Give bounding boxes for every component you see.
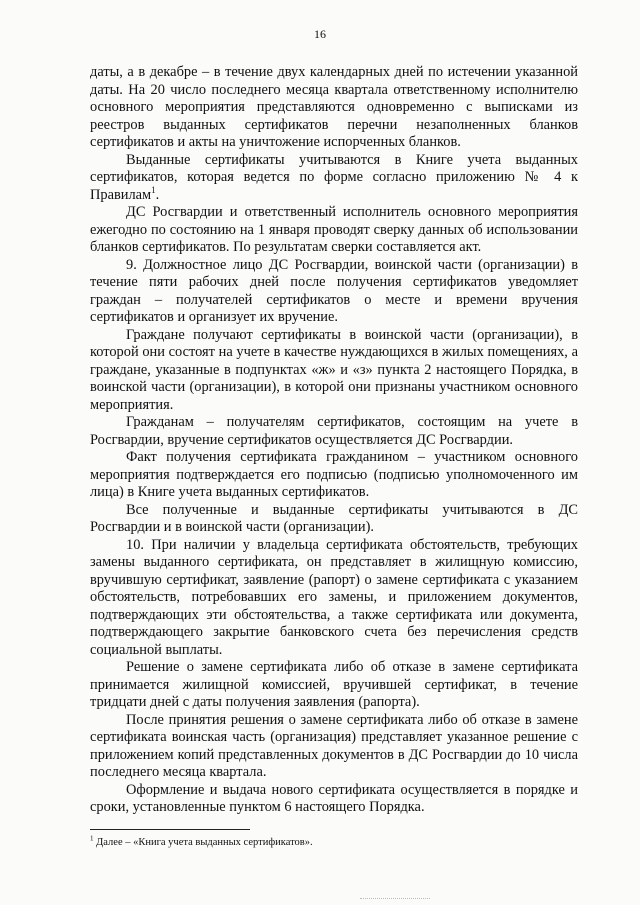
scan-artifact xyxy=(360,898,430,902)
paragraph-8: Все полученные и выданные сертификаты учитываются в ДС Росгвардии и в воинской части (организации). xyxy=(90,501,578,535)
paragraph-7: Факт получения сертификата гражданином – участником основного мероприятия подтверждается его подписью (подписью уполномоченного им лица) в Книге учета выданных сертификатов. xyxy=(90,449,578,500)
paragraph-2: Выданные сертификаты учитываются в Книге учета выданных сертификатов, которая ведется по форме согласно приложению № 4 к Правилам$^1$. xyxy=(90,151,578,203)
paragraph-1: даты, а в декабре – в течение двух календарных дней по истечении указанной даты. На 20 число последнего месяца квартала ответственному исполнителю основного мероприятия представляются одновременно с выписками из реестров выданных сертификатов перечни незаполненных бланков сертификатов и акты на уничтожение испорченных бланков. xyxy=(90,64,578,150)
footnote-reference: 1 xyxy=(151,184,156,195)
paragraph-10: Решение о замене сертификата либо об отказе в замене сертификата принимается жилищной комиссией, вручившей сертификат, в течение тридцати дней с даты получения заявления (рапорта). xyxy=(90,659,578,710)
footnote-text: Далее – «Книга учета выданных сертификатов». xyxy=(96,837,313,848)
paragraph-6: Гражданам – получателям сертификатов, состоящим на учете в Росгвардии, вручение сертификатов осуществляется ДС Росгвардии. xyxy=(90,414,578,448)
page-number: 16 xyxy=(314,27,326,41)
paragraph-3: ДС Росгвардии и ответственный исполнитель основного мероприятия ежегодно по состоянию на 1 января проводят сверку данных об использовании бланков сертификатов. По результатам сверки составляется акт. xyxy=(90,204,578,255)
paragraph-4: 9. Должностное лицо ДС Росгвардии, воинской части (организации) в течение пяти рабочих дней после получения сертификатов уведомляет граждан – получателей сертификатов о месте и времени вручения сертификатов и организует их вручение. xyxy=(90,256,578,325)
footnote-divider xyxy=(90,829,250,830)
footnote xyxy=(90,836,578,849)
document-body xyxy=(90,64,578,817)
paragraph-2-text: Выданные сертификаты учитываются в Книге учета выданных сертификатов, которая ведется по форме согласно приложению № 4 к Правилам xyxy=(90,151,578,203)
paragraph-12: Оформление и выдача нового сертификата осуществляется в порядке и сроки, установленные пунктом 6 настоящего Порядка. xyxy=(90,781,578,815)
paragraph-5: Граждане получают сертификаты в воинской части (организации), в которой они состоят на учете в качестве нуждающихся в жилых помещениях, а граждане, указанные в подпунктах «ж» и «з» пункта 2 настоящего Порядка, в воинской части (организации), в которой они признаны участником основного мероприятия. xyxy=(90,326,578,413)
paragraph-9: 10. При наличии у владельца сертификата обстоятельств, требующих замены выданного сертификата, он представляет в жилищную комиссию, вручившую сертификат, заявление (рапорт) о замене сертификата с указанием обстоятельств, потребовавших его замены, и приложением документов, подтверждающих эти обстоятельства, а также сертификата или документа, подтверждающего закрытие банковского счета без перечисления средств социальной выплаты. xyxy=(90,536,578,658)
footnote-marker: 1 xyxy=(90,834,94,843)
paragraph-11: После принятия решения о замене сертификата либо об отказе в замене сертификата воинская часть (организация) представляет указанное решение с приложением копий представленных документов в ДС Росгвардии до 10 числа последнего месяца квартала. xyxy=(90,711,578,780)
